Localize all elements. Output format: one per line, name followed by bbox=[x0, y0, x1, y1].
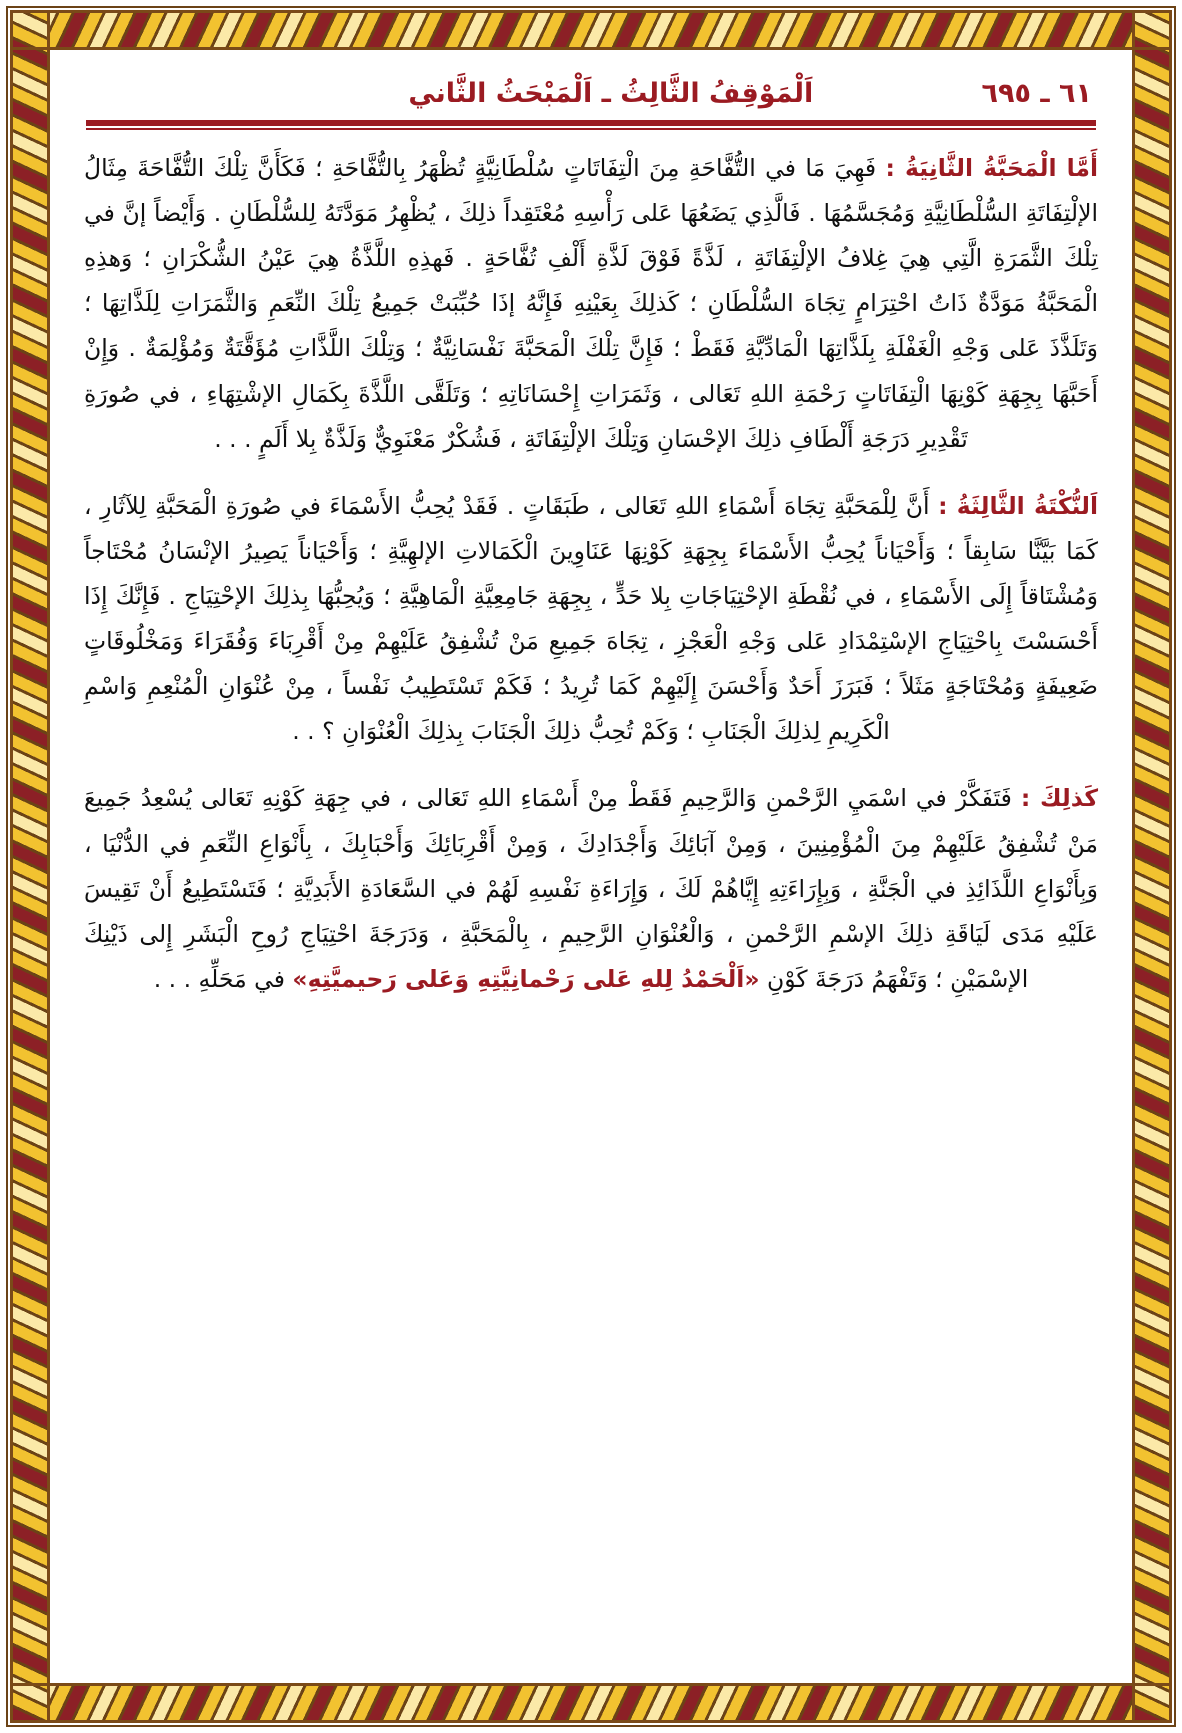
braid-border-bottom bbox=[13, 1686, 1169, 1720]
paragraph-mahabba-thaniya bbox=[84, 146, 1098, 462]
braid-border-top bbox=[13, 13, 1169, 47]
paragraph-body: فَتَفَكَّرْ في اسْمَيِ الرَّحْمنِ وَالرَّحِيمِ فَقَطْ مِنْ أَسْمَاءِ اللهِ تَعَالى ، في جِهَةِ كَوْنِهِ تَعَالى يُسْعِدُ جَمِيعَ مَنْ تُشْفِقُ عَلَيْهِمْ مِنَ الْمُؤْمِنِينَ ، وَمِنْ آبَائِكَ وَأَجْدَادِكَ ، وَمِنْ أَقْرِبَائِكَ وَأَحْبَابِكَ ، بِأَنْوَاعِ النِّعَمِ في الدُّنْيَا ، وَبِأَنْوَاعِ اللَّذَائِذِ في الْجَنَّةِ ، وَبِإِرَاءَتِهِ إِيَّاهُمْ لَكَ ، وَإِرَاءَةِ نَفْسِهِ لَهُمْ في السَّعَادَةِ الأَبَدِيَّةِ ؛ فَتَسْتَطِيعُ أَنْ تَقِيسَ عَلَيْهِ مَدَى لَيَاقَةِ ذلِكَ الإسْمِ الرَّحْمنِ ، وَالْعُنْوَانِ الرَّحِيمِ ، بِالْمَحَبَّةِ ، وَدَرَجَةَ احْتِيَاجِ رُوحِ الْبَشَرِ إِلى ذَيْنِكَ الإسْمَيْنِ ؛ وَتَفْهَمُ دَرَجَةَ كَوْنِ bbox=[84, 784, 1098, 993]
braid-border-left bbox=[13, 13, 47, 1720]
paragraph-lead-label: أَمَّا الْمَحَبَّةُ الثَّانِيَةُ : bbox=[885, 154, 1099, 182]
paragraph-body: أَنَّ لِلْمَحَبَّةِ تِجَاهَ أَسْمَاءِ اللهِ تَعَالى ، طَبَقَاتٍ . فَقَدْ يُحِبُّ الأَسْمَاءَ في صُورَةِ الْمَحَبَّةِ لِلآثَارِ ، كَمَا بَيَّنَّا سَابِقاً ؛ وَأَحْيَاناً يُحِبُّ الأَسْمَاءَ بِجِهَةِ كَوْنِهَا عَنَاوِينَ الْكَمَالاتِ الإلهِيَّةِ ؛ وَأَحْيَاناً يَصِيرُ الإنْسَانُ مُحْتَاجاً وَمُشْتَاقاً إِلَى الأَسْمَاءِ ، في نُقْطَةِ الإحْتِيَاجَاتِ بِلا حَدٍّ ، بِجِهَةِ جَامِعِيَّةِ الْمَاهِيَّةِ ؛ وَيُحِبُّهَا بِذلِكَ الإحْتِيَاجِ . فَإِنَّكَ إِذَا أَحْسَسْتَ بِاحْتِيَاجِ الإسْتِمْدَادِ عَلى وَجْهِ الْعَجْزِ ، تِجَاهَ جَمِيعِ مَنْ تُشْفِقُ عَلَيْهِمْ مِنْ أَقْرِبَاءَ وَفُقَرَاءَ وَمَخْلُوقَاتٍ ضَعِيفَةٍ وَمُحْتَاجَةٍ مَثَلاً ؛ فَبَرَزَ أَحَدٌ وَأَحْسَنَ إِلَيْهِمْ كَمَا تُرِيدُ ؛ فَكَمْ تَسْتَطِيبُ نَفْساً ، مِنْ عُنْوَانِ الْمُنْعِمِ وَاسْمِ الْكَرِيمِ لِذلِكَ الْجَنَابِ ؛ وَكَمْ تُحِبُّ ذلِكَ الْجَنَابَ بِذلِكَ الْعُنْوَانِ ؟ . . bbox=[84, 491, 1098, 746]
paragraph-lead-label: كَذلِكَ : bbox=[1020, 784, 1098, 813]
paragraph-body-after-quote: في مَحَلِّهِ . . . bbox=[153, 964, 293, 993]
page-content bbox=[52, 52, 1130, 1681]
header-divider-thick bbox=[86, 119, 1096, 126]
frame-rail-bottom bbox=[13, 1683, 1169, 1686]
frame-rail-top bbox=[13, 47, 1169, 50]
body-text bbox=[80, 130, 1102, 1002]
paragraph-lead-label: اَلنُّكْتَةُ الثَّالِثَةُ : bbox=[938, 491, 1098, 520]
page-number-marker: ٦١ ـ ٦٩٥ bbox=[981, 78, 1092, 109]
paragraph-kathalika bbox=[84, 776, 1098, 1002]
page-header bbox=[80, 74, 1102, 109]
frame-rail-right bbox=[1132, 13, 1135, 1720]
braid-border-right bbox=[1135, 13, 1169, 1720]
quoted-supplication: «اَلْحَمْدُ لِلهِ عَلى رَحْمانِيَّتِهِ وَعَلى رَحيميَّتِهِ» bbox=[292, 964, 760, 993]
paragraph-nukta-thalitha bbox=[84, 484, 1098, 755]
paragraph-body: فَهِيَ مَا في التُّفَّاحَةِ مِنَ الْتِفَاتَاتٍ سُلْطَانِيَّةٍ تُظْهَرُ بِالتُّفَّاحَةِ ؛ فَكَأَنَّ تِلْكَ التُّفَّاحَةَ مِثَالُ الإلْتِفَاتَةِ السُّلْطَانِيَّةِ وَمُجَسَّمُهَا . فَالَّذِي يَضَعُهَا عَلى رَأْسِهِ مُعْتَقِداً ذلِكَ ، يُظْهِرُ مَوَدَّتَهُ لِلسُّلْطَانِ . وَأَيْضاً إنَّ في تِلْكَ الثَّمَرَةِ الَّتِي هِيَ غِلافُ الإلْتِفَاتَةِ ، لَذَّةً فَوْقَ لَذَّةِ أَلْفِ تُفَّاحَةٍ . فَهذِهِ اللَّذَّةُ هِيَ عَيْنُ الشُّكْرَانِ ؛ وَهذِهِ الْمَحَبَّةُ مَوَدَّةٌ ذَاتُ احْتِرَامٍ تِجَاهَ السُّلْطَانِ ؛ كَذلِكَ بِعَيْنِهِ فَإِنَّهُ إذَا حُبِّبَتْ جَمِيعُ تِلْكَ النِّعَمِ وَالثَّمَرَاتِ لِلَذَّاتِهَا ؛ وَتَلَذَّذَ عَلى وَجْهِ الْغَفْلَةِ بِلَذَّاتِهَا الْمَادِّيَّةِ فَقَطْ ؛ فَإِنَّ تِلْكَ الْمَحَبَّةَ نَفْسَانِيَّةٌ ؛ وَتِلْكَ اللَّذَّاتِ مُؤَقَّتَةٌ وَمُؤْلِمَةٌ . وَإِنْ أَحَبَّهَا بِجِهَةِ كَوْنِهَا الْتِفَاتَاتٍ رَحْمَةِ اللهِ تَعَالى ، وَثَمَرَاتِ إِحْسَانَاتِهِ ؛ وَتَلَقَّى اللَّذَّةَ بِكَمَالِ الإشْتِهَاءِ ، في صُورَةِ تَقْدِيرِ دَرَجَةِ أَلْطَافِ ذلِكَ الإحْسَانِ وَتِلْكَ الإلْتِفَاتَةِ ، فَشُكْرٌ مَعْنَوِيٌّ وَلَذَّةٌ بِلا أَلَمٍ . . . bbox=[84, 154, 1098, 453]
frame-rail-left bbox=[47, 13, 50, 1720]
page-title: اَلْمَوْقِفُ الثَّالِثُ ـ اَلْمَبْحَثُ الثَّاني bbox=[408, 78, 814, 109]
